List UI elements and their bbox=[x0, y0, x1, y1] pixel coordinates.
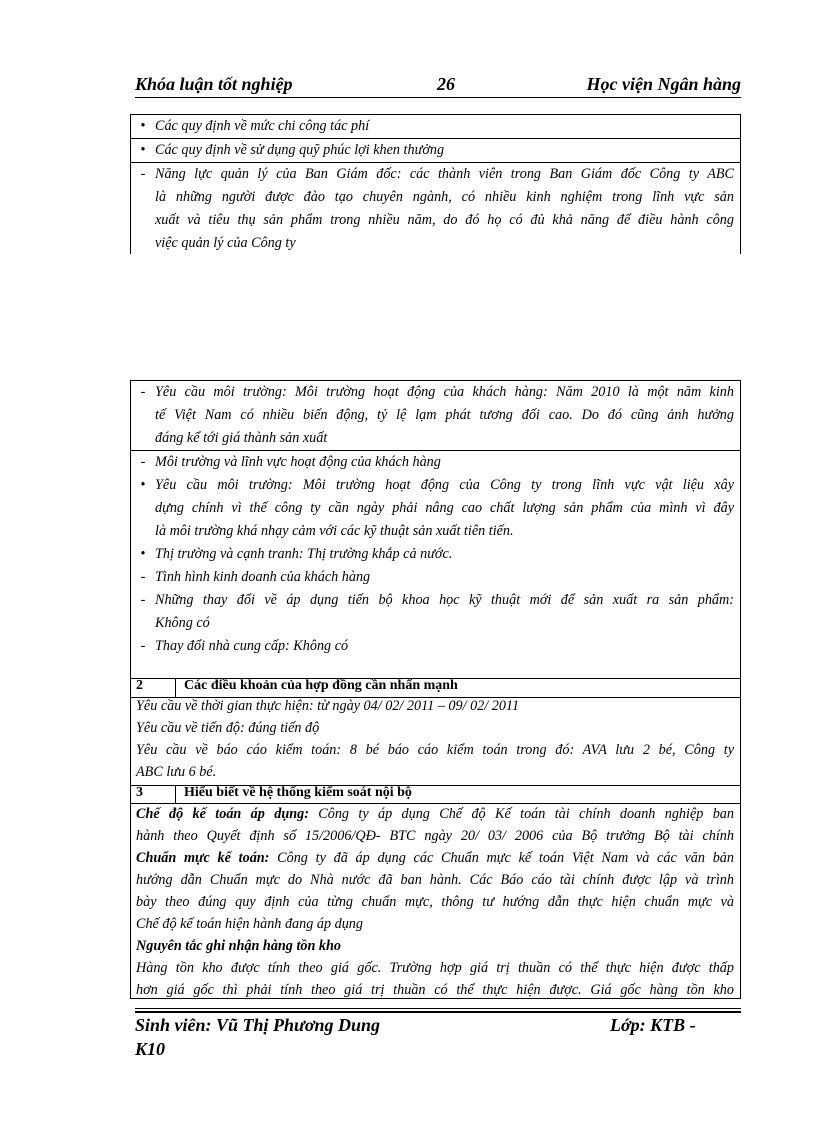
page-header bbox=[135, 72, 741, 98]
table-fragment-top: • Các quy định về mức chi công tác phí • Các quy định về sử dụng quỹ phúc lợi khen thưởng - Năng lực quản lý của Ban Giám đốc: các thành viên trong Ban Giám đốc Công ty ABC là những người được đào tạo chuyên ngành, có nhiều kinh nghiệm trong lĩnh vực sản xuất và tiêu thụ sản phẩm trong nhiều năm, do đó họ có đủ khả năng để điều hành công việc quản lý của Công ty bbox=[130, 114, 741, 254]
paragraph: Yêu cầu về báo cáo kiểm toán: 8 bé báo cáo kiểm toán trong đó: AVA lưu 2 bé, Công ty bbox=[136, 742, 734, 758]
section-title: Các điều khoản của hợp đồng cần nhấn mạnh bbox=[184, 678, 458, 693]
paragraph-cont: Chế độ kế toán hiện hành đang áp dụng bbox=[136, 916, 363, 932]
header-institution: Học viện Ngân hàng bbox=[586, 74, 741, 94]
footer-class: Lớp: KTB - bbox=[610, 1015, 696, 1035]
paragraph-cont: hướng dẫn Chuẩn mực do Nhà nước đã ban hành. Các Báo cáo tài chính được lập và trình bbox=[136, 872, 734, 888]
footer-student: Sinh viên: Vũ Thị Phương Dung bbox=[135, 1015, 381, 1035]
section-number: 3 bbox=[136, 785, 143, 800]
paragraph-cont: hơn giá gốc thì phải tính theo giá trị thuần có thể thực hiện được. Giá gốc hàng tồn kho bbox=[136, 982, 734, 998]
paragraph-cont: bày theo đúng quy định của từng chuẩn mực, thông tư hướng dẫn thực hiện chuẩn mực và bbox=[136, 894, 734, 910]
footer-class-cont: K10 bbox=[135, 1039, 166, 1059]
footer-rule bbox=[135, 1008, 741, 1009]
header-rule bbox=[135, 97, 741, 98]
paragraph: Chuẩn mực kế toán: Công ty đã áp dụng các Chuẩn mực kế toán Việt Nam và các văn bản bbox=[136, 850, 734, 866]
paragraph: Yêu cầu về thời gian thực hiện: từ ngày 04/ 02/ 2011 – 09/ 02/ 2011 bbox=[136, 698, 520, 714]
subheading: Nguyên tắc ghi nhận hàng tồn kho bbox=[136, 938, 341, 954]
section-3-header bbox=[131, 786, 740, 803]
table-fragment-bottom: - Yêu cầu môi trường: Môi trường hoạt động của khách hàng: Năm 2010 là một năm kinh tế Việt Nam có nhiều biến động, tỷ lệ lạm phát tương đối cao. Do đó cũng ảnh hưởng đáng kể tới giá thành sản xuất - Môi trường và lĩnh vực hoạt động của khách hàng • Yêu cầu môi trường: Môi trường hoạt động của Công ty trong lĩnh vực vật liệu xây dựng chính vì thế công ty cần ngày phải nâng cao chất lượng sản phẩm của mình vì đây là môi trường khá nhạy cảm với các kỹ thuật sản xuất tiên tiến. • Thị trường và cạnh tranh: Thị trường khắp cả nước. - Tình hình kinh doanh của khách hàng - Những thay đổi về áp dụng tiến bộ khoa học kỹ thuật mới để sản xuất ra sản phẩm: Không có - Thay đổi nhà cung cấp: Không có 2 Các điều khoản của hợp đồng cần nhấn mạnh Yêu cầu về thời gian thực hiện: từ ngày 04/ 02/ 2011 – 09/ 02/ 2011 Yêu cầu về tiến độ: đúng tiến độ Yêu cầu về báo cáo kiểm toán: 8 bé báo cáo kiểm toán trong đó: AVA lưu 2 bé, Công ty ABC lưu 6 bé. 3 Hiểu biết về hệ thống kiểm soát nội bộ Chế độ kế toán áp dụng: Công ty áp dụng Chế độ Kế toán tài chính doanh nghiệp ban hành theo Quyết định số 15/2006/QĐ- BTC ngày 20/ 03/ 2006 của Bộ trưởng Bộ tài chính Chuẩn mực kế toán: Công ty đã áp dụng các Chuẩn mực kế toán Việt Nam và các văn bản hướng dẫn Chuẩn mực do Nhà nước đã ban hành. Các Báo cáo tài chính được lập và trình bày theo đúng quy định của từng chuẩn mực, thông tư hướng dẫn thực hiện chuẩn mực và Chế độ kế toán hiện hành đang áp dụng Nguyên tắc ghi nhận hàng tồn kho Hàng tồn kho được tính theo giá gốc. Trường hợp giá trị thuần có thể thực hiện được thấp hơn giá gốc thì phải tính theo giá trị thuần có thể thực hiện được. Giá gốc hàng tồn kho bbox=[130, 380, 741, 999]
section-title: Hiểu biết về hệ thống kiểm soát nội bộ bbox=[184, 785, 412, 800]
header-thesis-title: Khóa luận tốt nghiệp bbox=[135, 74, 293, 94]
section-number: 2 bbox=[136, 678, 143, 693]
paragraph-cont: ABC lưu 6 bé. bbox=[136, 764, 217, 780]
header-page-number: 26 bbox=[437, 74, 455, 94]
paragraph-cont: hành theo Quyết định số 15/2006/QĐ- BTC ngày 20/ 03/ 2006 của Bộ trưởng Bộ tài chính bbox=[136, 828, 734, 844]
paragraph: Yêu cầu về tiến độ: đúng tiến độ bbox=[136, 720, 320, 736]
paragraph: Chế độ kế toán áp dụng: Công ty áp dụng Chế độ Kế toán tài chính doanh nghiệp ban bbox=[136, 806, 734, 822]
paragraph: Hàng tồn kho được tính theo giá gốc. Trường hợp giá trị thuần có thể thực hiện được thấp bbox=[136, 960, 734, 976]
